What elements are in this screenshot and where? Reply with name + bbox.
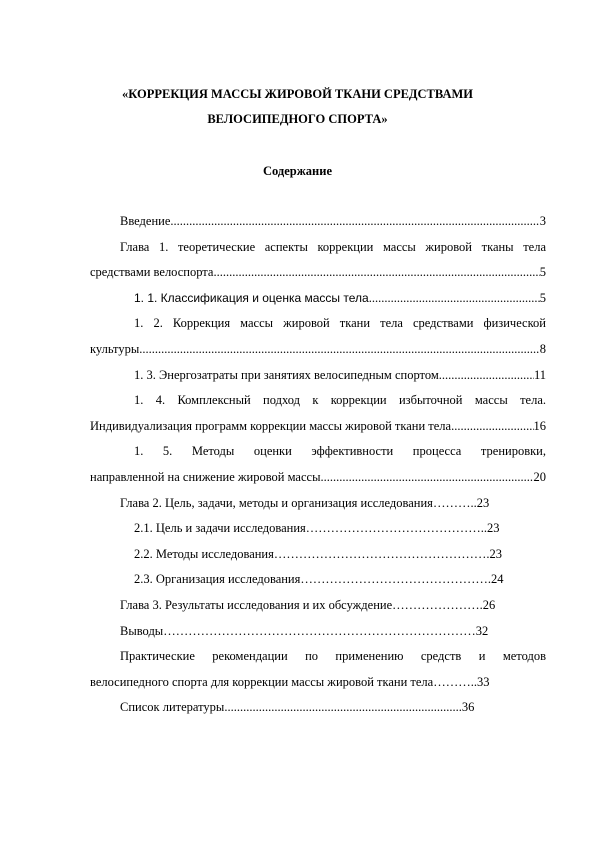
toc-leader-ellipsis: ……………………………………….: [300, 572, 492, 587]
toc-entry-text: 1. 4. Комплексный подход к коррекции избыточной массы тела.: [134, 393, 546, 408]
toc-entry-text: Глава 2. Цель, задачи, методы и организация исследования: [120, 495, 433, 510]
toc-page-number: 23: [476, 495, 490, 510]
toc-entry-text-cont: средствами велоспорта: [90, 265, 214, 280]
toc-entry-chapter-2[interactable]: [90, 491, 546, 517]
toc-entry-text: 2.1. Цель и задачи исследования: [134, 521, 306, 536]
toc-entry-section-1-4[interactable]: [90, 388, 546, 439]
toc-leader-dots-fixed: ............................................................................: [224, 700, 462, 715]
toc-entry-text-cont: велосипедного спорта для коррекции массы жировой ткани тела: [90, 674, 434, 689]
toc-page-number: 16: [533, 418, 546, 433]
toc-leader-ellipsis: ………..: [432, 495, 477, 510]
toc-leader-ellipsis: ………………….: [392, 597, 483, 612]
toc-entry-section-1-5[interactable]: [90, 439, 546, 490]
toc-entry-text: Введение: [120, 214, 171, 228]
toc-page-number: 32: [475, 623, 489, 638]
toc-entry-section-1-2[interactable]: [90, 311, 546, 362]
toc-page-number: 33: [476, 674, 490, 689]
toc-entry-chapter-1[interactable]: [90, 235, 546, 286]
toc-entry-text: 1. 1. Классификация и оценка массы тела: [134, 290, 369, 305]
toc-page-number: 11: [533, 367, 546, 382]
toc-entry-text: Список литературы: [120, 700, 225, 715]
document-title-line1: «КОРРЕКЦИЯ МАССЫ ЖИРОВОЙ ТКАНИ СРЕДСТВАМИ: [122, 87, 473, 101]
toc-leader-dots: [170, 209, 539, 235]
toc-entry-text-cont: культуры: [90, 341, 140, 356]
toc-page-number: 8: [539, 341, 546, 356]
toc-entry-text-cont: Индивидуализация программ коррекции массы жировой ткани тела: [90, 418, 452, 433]
toc-entry-recommendations[interactable]: [90, 644, 546, 695]
toc-leader-dots: [139, 337, 539, 363]
toc-entry-text: 1. 5. Методы оценки эффективности процесса тренировки,: [134, 444, 546, 459]
toc-page-number: 24: [491, 572, 504, 587]
toc-entry-section-1-1[interactable]: [90, 286, 546, 312]
toc-entry-text: Глава 3. Результаты исследования и их обсуждение: [120, 597, 393, 612]
contents-heading: Содержание: [262, 164, 332, 178]
toc-entry-text: 2.2. Методы исследования: [134, 546, 274, 561]
toc-leader-ellipsis: ……………………………………..: [305, 521, 488, 536]
toc-page-number: 5: [539, 290, 546, 305]
toc-page-number: 3: [539, 214, 546, 228]
toc-page-number: 26: [482, 597, 496, 612]
toc-entry-text: 1. 3. Энергозатраты при занятиях велосипедным спортом: [134, 367, 439, 382]
toc-entry-text: 2.3. Организация исследования: [134, 572, 301, 587]
toc-entry-section-2-1[interactable]: [90, 516, 546, 542]
toc-leader-ellipsis: …………………………………………….: [273, 546, 490, 561]
toc-leader-dots: [369, 286, 540, 312]
toc-leader-ellipsis: …………………………………………………………………: [163, 623, 476, 638]
toc-entry-text: Выводы: [120, 623, 164, 638]
toc-page-number: 23: [489, 546, 502, 561]
toc-leader-ellipsis: ………..: [433, 674, 477, 689]
toc-entry-intro[interactable]: [90, 209, 546, 235]
toc-leader-dots: [439, 363, 534, 389]
toc-entry-section-2-2[interactable]: [90, 542, 546, 568]
table-of-contents: [90, 209, 546, 721]
toc-page-number: 5: [539, 265, 546, 280]
toc-entry-text: 1. 2. Коррекция массы жировой ткани тела средствами физической: [134, 316, 546, 331]
toc-leader-dots: [213, 260, 539, 286]
toc-entry-text-cont: направленной на снижение жировой массы: [90, 469, 321, 484]
toc-entry-text: Практические рекомендации по применению средств и методов: [120, 649, 546, 664]
toc-page-number: 36: [461, 700, 475, 715]
toc-entry-conclusions[interactable]: [90, 619, 546, 645]
toc-leader-dots: [451, 414, 533, 440]
document-title-line2: ВЕЛОСИПЕДНОГО СПОРТА»: [207, 112, 388, 126]
toc-entry-chapter-3[interactable]: [90, 593, 546, 619]
toc-page-number: 23: [487, 521, 500, 536]
toc-entry-text: Глава 1. теоретические аспекты коррекции массы жировой тканы тела: [120, 239, 546, 254]
toc-leader-dots: [320, 465, 533, 491]
toc-entry-section-2-3[interactable]: [90, 567, 546, 593]
toc-entry-section-1-3[interactable]: [90, 363, 546, 389]
toc-entry-references[interactable]: [90, 695, 546, 721]
toc-page-number: 20: [533, 469, 546, 484]
